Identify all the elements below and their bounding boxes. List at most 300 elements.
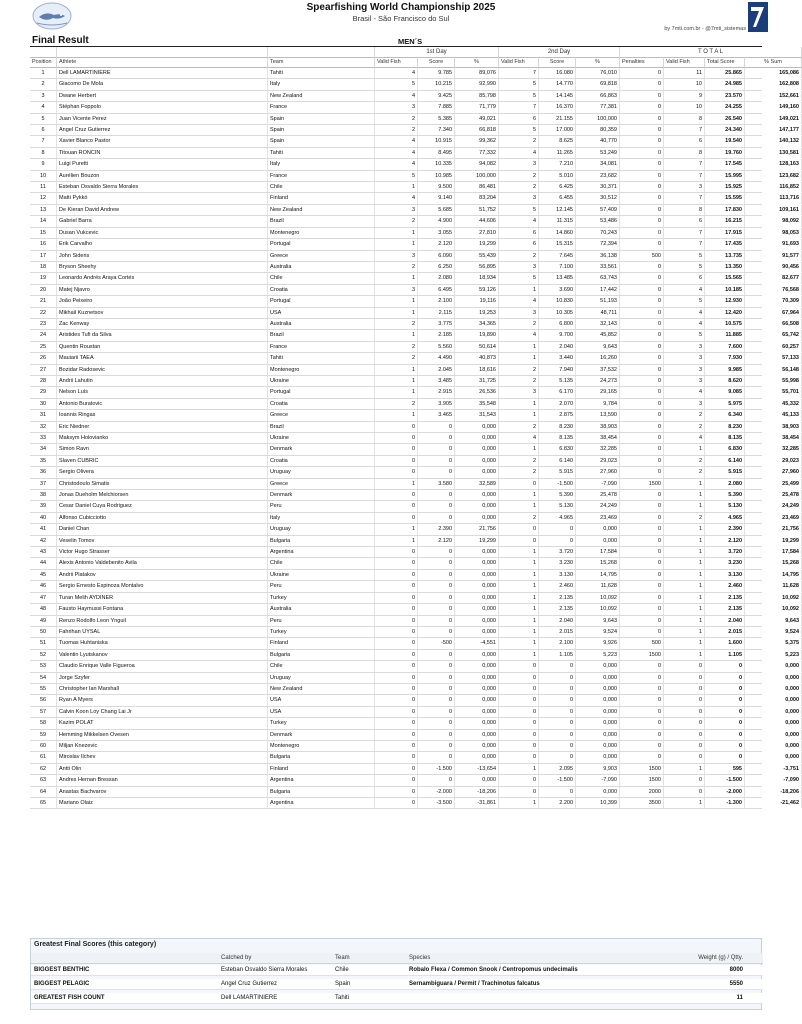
score-day1-cell	[418, 308, 455, 318]
score-day1-cell	[418, 182, 455, 192]
valid-fish-day1-cell	[375, 616, 418, 626]
pct-sum-cell	[745, 501, 802, 511]
team-cell	[268, 330, 375, 340]
pct-day2-cell-text: 25,478	[600, 492, 617, 499]
pct-day2-cell-text: 0,000	[603, 720, 617, 727]
score-day1-cell-text: 0	[448, 651, 452, 658]
athlete-cell	[57, 159, 268, 169]
total-score-cell	[705, 661, 745, 671]
valid-fish-total-cell-text: 1	[698, 503, 702, 510]
team-cell	[268, 604, 375, 614]
valid-fish-day2-cell-text: 4	[532, 298, 536, 305]
valid-fish-day2-cell-text: 0	[532, 777, 536, 784]
valid-fish-day1-cell-text: 0	[411, 663, 415, 670]
penalties-cell	[620, 501, 664, 511]
athlete-cell-text: Valentin Lyutskanov	[59, 651, 108, 658]
penalties-cell-text: 0	[657, 731, 661, 738]
score-day1-cell	[418, 159, 455, 169]
valid-fish-day2-cell-text: 2	[532, 320, 536, 327]
table-row	[30, 273, 799, 284]
total-score-cell	[705, 673, 745, 683]
pct-sum-cell-text: 55,701	[782, 389, 799, 396]
pct-sum-cell	[745, 695, 802, 705]
valid-fish-day1-cell	[375, 68, 418, 78]
valid-fish-total-cell	[664, 410, 705, 420]
pct-day2-cell	[576, 638, 620, 648]
penalties-cell-text: 0	[657, 389, 661, 396]
score-day1-cell-text: 0	[448, 514, 452, 521]
pct-day1-cell-text: 0,000	[482, 583, 496, 590]
pct-sum-cell-text: 5,223	[785, 651, 799, 658]
penalties-cell-text: 0	[657, 423, 661, 430]
score-day2-cell	[539, 159, 576, 169]
pct-day2-cell-text: 10,092	[600, 606, 617, 613]
credit-text: by 7mti.com.br - @7mti_sistemas	[664, 26, 746, 32]
total-score-cell	[705, 182, 745, 192]
table-row	[30, 125, 799, 136]
score-day1-cell-text: -500	[440, 640, 452, 647]
score-day2-cell	[539, 627, 576, 637]
penalties-cell-text: 0	[657, 446, 661, 453]
pct-day1-cell	[455, 558, 499, 568]
valid-fish-day1-cell	[375, 262, 418, 272]
total-score-cell-text: 16.215	[725, 218, 742, 225]
pct-sum-cell	[745, 376, 802, 386]
valid-fish-day2-cell	[499, 684, 539, 694]
valid-fish-day1-cell	[375, 718, 418, 728]
team-cell	[268, 376, 375, 386]
penalties-cell	[620, 695, 664, 705]
total-score-cell	[705, 216, 745, 226]
total-score-cell	[705, 787, 745, 797]
position-cell	[30, 228, 57, 238]
score-day1-cell-text: 2.115	[438, 309, 452, 316]
valid-fish-day1-cell-text: 0	[411, 777, 415, 784]
valid-fish-total-cell	[664, 707, 705, 717]
score-day1-cell	[418, 456, 455, 466]
pct-day2-cell-text: 0,000	[603, 537, 617, 544]
category-label: MEN´S	[398, 37, 423, 46]
score-day2-cell	[539, 239, 576, 249]
pct-day1-cell-text: -31,861	[477, 800, 496, 806]
score-day1-cell	[418, 114, 455, 124]
valid-fish-total-cell	[664, 570, 705, 580]
team-cell-text: Italy	[270, 81, 281, 88]
pct-day2-cell	[576, 730, 620, 740]
valid-fish-total-cell-text: 1	[698, 492, 702, 499]
pct-day1-cell-text: 19,116	[479, 298, 496, 305]
greatest-label: BIGGEST BENTHIC	[34, 967, 90, 973]
valid-fish-total-cell-text: 0	[698, 663, 702, 670]
pct-day2-cell-text: 48,711	[600, 309, 617, 316]
team-cell-text: Turkey	[270, 594, 287, 601]
greatest-weight: 11	[736, 995, 743, 1001]
position-cell	[30, 558, 57, 568]
total-score-cell-text: 25.865	[725, 70, 742, 76]
valid-fish-total-cell	[664, 296, 705, 306]
pct-day1-cell	[455, 319, 499, 329]
team-cell	[268, 433, 375, 443]
pct-sum-cell	[745, 752, 802, 762]
total-score-cell	[705, 114, 745, 124]
valid-fish-day1-cell	[375, 536, 418, 546]
penalties-cell	[620, 68, 664, 78]
score-day2-cell-text: 5.010	[559, 172, 573, 179]
score-day2-cell-text: 6.140	[559, 457, 573, 464]
total-score-cell-text: 8.135	[728, 435, 742, 441]
athlete-cell	[57, 695, 268, 705]
valid-fish-day2-cell	[499, 205, 539, 215]
pct-day1-cell	[455, 798, 499, 808]
team-cell-text: Spain	[270, 115, 285, 122]
valid-fish-day1-cell	[375, 627, 418, 637]
score-day1-cell-text: -3.500	[436, 800, 452, 806]
valid-fish-total-cell	[664, 490, 705, 500]
pct-day2-cell	[576, 410, 620, 420]
table-row	[30, 148, 799, 159]
score-day2-cell	[539, 79, 576, 89]
pct-day1-cell	[455, 136, 499, 146]
valid-fish-total-cell	[664, 616, 705, 626]
valid-fish-day1-cell-text: 3	[411, 286, 415, 293]
position-cell-text: 61	[39, 754, 47, 761]
team-cell	[268, 570, 375, 580]
score-day1-cell-text: 0	[448, 492, 452, 499]
position-cell	[30, 547, 57, 557]
penalties-cell-text: 0	[657, 685, 661, 692]
valid-fish-day1-cell	[375, 79, 418, 89]
position-cell	[30, 593, 57, 603]
score-day2-cell-text: 2.040	[559, 343, 573, 350]
score-day2-cell	[539, 581, 576, 591]
total-score-cell-text: 3.230	[728, 560, 742, 567]
athlete-cell-text: João Peixeiro	[59, 298, 93, 305]
team-cell-text: USA	[270, 309, 282, 316]
pct-day2-cell-text: 53,249	[600, 149, 617, 156]
score-day2-cell-text: 16.370	[556, 104, 573, 111]
athlete-cell	[57, 479, 268, 489]
pct-day1-cell-text: 0,000	[482, 731, 496, 738]
total-score-cell	[705, 467, 745, 477]
team-cell	[268, 536, 375, 546]
team-cell-text: Bulgaria	[270, 788, 291, 795]
penalties-cell-text: 0	[657, 492, 661, 499]
team-cell	[268, 68, 375, 78]
total-score-cell	[705, 136, 745, 146]
athlete-cell	[57, 296, 268, 306]
valid-fish-day2-cell-text: 2	[532, 457, 536, 464]
score-day1-cell-text: 6.495	[438, 286, 452, 293]
pct-day1-cell	[455, 513, 499, 523]
score-day1-cell-text: 0	[448, 777, 452, 784]
pct-day2-cell-text: 34,081	[600, 161, 617, 168]
valid-fish-day1-cell	[375, 570, 418, 580]
position-cell-text: 15	[39, 229, 47, 236]
penalties-cell-text: 0	[657, 549, 661, 556]
valid-fish-day1-cell	[375, 228, 418, 238]
score-day1-cell-text: 10.915	[435, 138, 452, 145]
pct-sum-cell-text: 25,499	[782, 480, 799, 487]
pct-day1-cell	[455, 787, 499, 797]
pct-sum-cell	[745, 536, 802, 546]
position-cell	[30, 616, 57, 626]
col-score-day1: Score	[418, 57, 455, 68]
pct-day2-cell-text: 27,960	[600, 469, 617, 476]
valid-fish-total-cell-text: 0	[698, 674, 702, 681]
athlete-cell-text: Tuomas Huhtaniska	[59, 640, 108, 647]
table-row	[30, 136, 799, 147]
valid-fish-day2-cell-text: 5	[532, 206, 536, 213]
pct-day2-cell-text: 9,643	[603, 343, 617, 350]
athlete-cell-text: Alexis Antonio Valdebenito Avila	[59, 560, 137, 567]
athlete-cell-text: Andres Hernan Bressan	[59, 777, 118, 784]
valid-fish-day2-cell	[499, 604, 539, 614]
score-day1-cell	[418, 490, 455, 500]
position-cell-text: 30	[39, 400, 47, 407]
pct-sum-cell	[745, 570, 802, 580]
position-cell-text: 23	[39, 320, 47, 327]
valid-fish-day2-cell	[499, 114, 539, 124]
pct-sum-cell-text: 82,677	[782, 275, 799, 282]
position-cell	[30, 501, 57, 511]
score-day1-cell-text: 0	[448, 720, 452, 727]
pct-day1-cell	[455, 102, 499, 112]
score-day1-cell	[418, 193, 455, 203]
team-cell-text: Portugal	[270, 298, 291, 305]
pct-day1-cell	[455, 570, 499, 580]
athlete-cell	[57, 193, 268, 203]
valid-fish-day1-cell	[375, 524, 418, 534]
athlete-cell	[57, 319, 268, 329]
pct-sum-cell-text: 0,000	[785, 731, 799, 738]
valid-fish-day2-cell	[499, 171, 539, 181]
penalties-cell	[620, 570, 664, 580]
position-cell-text: 53	[39, 663, 47, 670]
total-score-cell	[705, 616, 745, 626]
score-day2-cell-text: 3.130	[559, 571, 573, 578]
position-cell	[30, 433, 57, 443]
score-day1-cell	[418, 296, 455, 306]
athlete-cell	[57, 182, 268, 192]
score-day2-cell	[539, 638, 576, 648]
position-cell-text: 10	[39, 172, 47, 179]
valid-fish-day1-cell-text: 0	[411, 742, 415, 749]
pct-day2-cell	[576, 159, 620, 169]
valid-fish-total-cell	[664, 513, 705, 523]
total-score-cell	[705, 285, 745, 295]
valid-fish-day2-cell	[499, 376, 539, 386]
pct-sum-cell-text: 67,964	[782, 309, 799, 316]
athlete-cell-text: Christodoulo Simatis	[59, 480, 110, 487]
valid-fish-day1-cell	[375, 193, 418, 203]
valid-fish-day2-cell	[499, 456, 539, 466]
table-row	[30, 467, 799, 478]
pct-day2-cell-text: 36,138	[600, 252, 617, 259]
athlete-cell	[57, 353, 268, 363]
valid-fish-day2-cell	[499, 650, 539, 660]
valid-fish-day2-cell	[499, 558, 539, 568]
team-cell	[268, 136, 375, 146]
valid-fish-day2-cell-text: 4	[532, 149, 536, 156]
pct-day2-cell	[576, 171, 620, 181]
team-cell-text: Croatia	[270, 457, 288, 464]
penalties-cell	[620, 319, 664, 329]
valid-fish-day2-cell-text: 5	[532, 127, 536, 134]
greatest-catched-by: Dell LAMARTINIERE	[221, 995, 278, 1001]
team-cell	[268, 228, 375, 238]
pct-sum-cell-text: 45,133	[782, 412, 799, 419]
valid-fish-day2-cell	[499, 775, 539, 785]
position-cell	[30, 661, 57, 671]
pct-day2-cell	[576, 319, 620, 329]
total-score-cell-text: 24.255	[725, 104, 742, 111]
position-cell	[30, 627, 57, 637]
team-cell-text: Ukraine	[270, 571, 289, 578]
header-team: Team	[335, 955, 350, 961]
penalties-cell-text: 500	[651, 252, 661, 259]
total-score-cell-text: 0	[738, 708, 742, 715]
penalties-cell-text: 0	[657, 149, 661, 156]
valid-fish-total-cell	[664, 91, 705, 101]
team-cell	[268, 239, 375, 249]
greatest-weight: 5550	[729, 981, 743, 987]
total-score-cell-text: 9.085	[728, 389, 742, 396]
position-cell-text: 6	[41, 127, 45, 134]
pct-day1-cell	[455, 650, 499, 660]
position-cell	[30, 479, 57, 489]
team-cell-text: New Zealand	[270, 206, 303, 213]
team-cell	[268, 798, 375, 808]
position-cell-text: 35	[39, 457, 47, 464]
pct-sum-cell	[745, 604, 802, 614]
valid-fish-day2-cell-text: 1	[532, 765, 536, 772]
valid-fish-day1-cell	[375, 125, 418, 135]
athlete-cell	[57, 216, 268, 226]
athlete-cell-text: Turan Melih AYDINER	[59, 594, 114, 601]
pct-sum-cell-text: -3,751	[783, 765, 799, 772]
position-cell	[30, 365, 57, 375]
greatest-species: Robalo Flexa / Common Snook / Centropomus undecimalis	[409, 967, 578, 973]
pct-day1-cell-text: 34,365	[479, 320, 496, 327]
total-score-cell	[705, 91, 745, 101]
athlete-cell	[57, 433, 268, 443]
valid-fish-day1-cell-text: 0	[411, 720, 415, 727]
score-day2-cell	[539, 342, 576, 352]
pct-sum-cell-text: -7,090	[783, 777, 799, 784]
valid-fish-day2-cell-text: 1	[532, 446, 536, 453]
valid-fish-day2-cell	[499, 353, 539, 363]
valid-fish-day1-cell-text: 0	[411, 788, 415, 795]
athlete-cell	[57, 171, 268, 181]
position-cell	[30, 239, 57, 249]
table-row	[30, 536, 799, 547]
position-cell-text: 14	[39, 218, 47, 225]
pct-sum-cell	[745, 159, 802, 169]
pct-day1-cell-text: 0,000	[482, 617, 496, 624]
valid-fish-day2-cell	[499, 673, 539, 683]
valid-fish-day2-cell-text: 2	[532, 138, 536, 145]
position-cell-text: 36	[39, 469, 47, 476]
pct-sum-cell-text: 27,960	[782, 469, 799, 476]
table-row	[30, 387, 799, 398]
score-day2-cell-text: 9.700	[559, 332, 573, 339]
valid-fish-day2-cell-text: 3	[532, 389, 536, 396]
athlete-cell-text: Veselin Tomov	[59, 537, 95, 544]
pct-day1-cell-text: 0,000	[482, 571, 496, 578]
valid-fish-day2-cell	[499, 798, 539, 808]
total-score-cell	[705, 524, 745, 534]
pct-day1-cell	[455, 581, 499, 591]
pct-day2-cell	[576, 764, 620, 774]
valid-fish-total-cell-text: 0	[698, 788, 702, 795]
score-day2-cell	[539, 91, 576, 101]
athlete-cell-text: Mauiarii TAEA	[59, 355, 94, 362]
pct-sum-cell-text: 14,795	[782, 571, 799, 578]
score-day1-cell-text: 8.495	[438, 149, 452, 156]
valid-fish-total-cell-text: 2	[698, 423, 702, 430]
total-score-cell-text: 2.135	[728, 606, 742, 613]
athlete-cell-text: Stéphan Foppolo	[59, 104, 101, 111]
score-day1-cell-text: 0	[448, 606, 452, 613]
pct-sum-cell-text: 25,478	[782, 492, 799, 499]
valid-fish-day1-cell-text: 0	[411, 765, 415, 772]
valid-fish-day2-cell	[499, 102, 539, 112]
table-row	[30, 376, 799, 387]
pct-day2-cell	[576, 787, 620, 797]
pct-day1-cell-text: 27,810	[479, 229, 496, 236]
pct-day2-cell-text: 0,000	[603, 663, 617, 670]
valid-fish-day2-cell-text: 0	[532, 663, 536, 670]
athlete-cell-text: Ioannis Ringas	[59, 412, 96, 419]
valid-fish-total-cell-text: 1	[698, 594, 702, 601]
pct-day2-cell-text: 24,273	[600, 377, 617, 384]
pct-day2-cell	[576, 342, 620, 352]
valid-fish-day1-cell-text: 0	[411, 651, 415, 658]
valid-fish-day2-cell	[499, 593, 539, 603]
pct-day2-cell	[576, 136, 620, 146]
position-cell-text: 42	[39, 537, 47, 544]
score-day1-cell	[418, 616, 455, 626]
athlete-cell	[57, 68, 268, 78]
pct-day2-cell	[576, 524, 620, 534]
valid-fish-total-cell-text: 5	[698, 252, 702, 259]
position-cell-text: 5	[41, 115, 45, 122]
score-day2-cell-text: -1.500	[557, 480, 573, 487]
pct-day1-cell-text: 56,895	[479, 263, 496, 270]
valid-fish-day2-cell	[499, 148, 539, 158]
pct-sum-cell	[745, 798, 802, 808]
table-body	[30, 68, 799, 809]
position-cell	[30, 205, 57, 215]
pct-day2-cell	[576, 239, 620, 249]
athlete-cell-text: Fausto Haymussi Fontana	[59, 606, 124, 613]
penalties-cell	[620, 251, 664, 261]
score-day1-cell	[418, 433, 455, 443]
pct-day1-cell	[455, 308, 499, 318]
valid-fish-day2-cell-text: 1	[532, 640, 536, 647]
pct-sum-cell	[745, 68, 802, 78]
score-day2-cell	[539, 308, 576, 318]
pct-sum-cell	[745, 319, 802, 329]
score-day1-cell	[418, 661, 455, 671]
pct-day2-cell-text: 15,268	[600, 560, 617, 567]
position-cell-text: 65	[39, 800, 47, 806]
valid-fish-day2-cell-text: 5	[532, 81, 536, 88]
valid-fish-total-cell-text: 4	[698, 309, 702, 316]
valid-fish-day2-cell	[499, 467, 539, 477]
team-cell-text: Finland	[270, 195, 289, 202]
team-cell-text: Croatia	[270, 286, 288, 293]
